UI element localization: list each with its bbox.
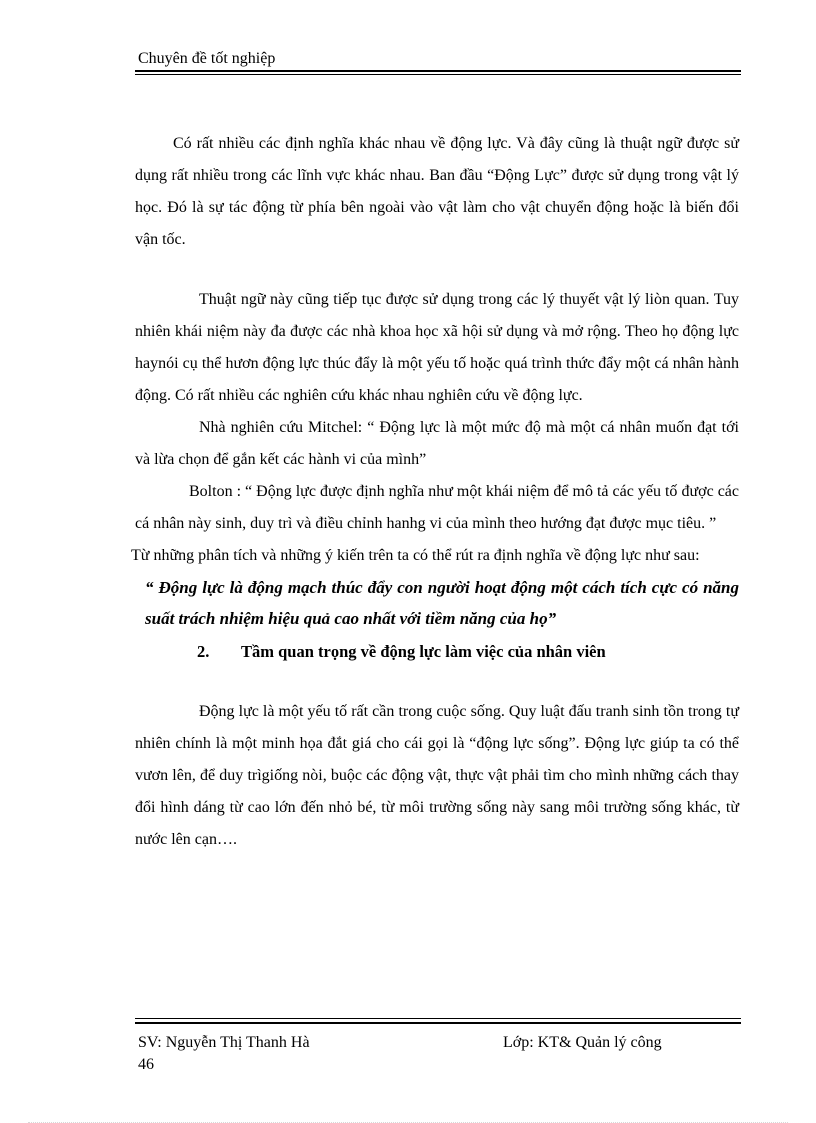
paragraph-gap [135,256,739,284]
section-title: Tầm quan trọng về động lực làm việc của nhân viên [241,642,606,661]
section-number: 2. [197,642,210,661]
header-rule-top [135,70,741,72]
paragraph-5: Từ những phân tích và những ý kiến trên ta có thể rút ra định nghĩa về động lực như sau: [131,547,700,564]
header-rule-bottom [135,74,741,75]
definition-quote: “ Động lực là động mạch thúc đẩy con người hoạt động một cách tích cực có năng suất trách nhiệm hiệu quả cao nhất với tiềm năng của họ” [145,578,739,628]
footer-rule-bottom [135,1022,741,1024]
paragraph-4: Bolton : “ Động lực được định nghĩa như một khái niệm để mô tả các yếu tố được các cá nhân này sinh, duy trì và điều chỉnh hanhg vi của mình theo hướng đạt được mục tiêu. ” [135,483,739,532]
footer-class: Lớp: KT& Quản lý công [503,1034,662,1051]
footer-student: SV: Nguyễn Thị Thanh Hà [138,1034,310,1051]
paragraph-1: Có rất nhiều các định nghĩa khác nhau về động lực. Và đây cũng là thuật ngữ được sử dụng rất nhiều trong các lĩnh vực khác nhau. Ban đầu “Động Lực” được sử dụng trong vật lý học. Đó là sự tác động từ phía bên ngoài vào vật làm cho vật chuyển động hoặc là biến đổi vận tốc. [135,135,739,248]
header-title: Chuyên đề tốt nghiệp [138,50,276,67]
section-heading [135,636,739,668]
paragraph-2: Thuật ngữ này cũng tiếp tục được sử dụng trong các lý thuyết vật lý liòn quan. Tuy nhiên khái niệm này đa được các nhà khoa học xã hội sử dụng và mở rộng. Theo họ động lực haynói cụ thể hươn động lực thúc đẩy là một yếu tố hoặc quá trình thức đẩy một cá nhân hành động. Có rất nhiều các nghiên cứu khác nhau nghiên cứu về động lực. [135,291,739,404]
page-number: 46 [138,1056,154,1073]
paragraph-6: Động lực là một yếu tố rất cần trong cuộc sống. Quy luật đấu tranh sinh tồn trong tự nhiên chính là một minh họa đắt giá cho cái gọi là “động lực sống”. Động lực giúp ta có thể vươn lên, để duy trìgiống nòi, buộc các động vật, thực vật phải tìm cho mình những cách thay đổi hình dáng từ cao lớn đến nhỏ bé, từ môi trường sống này sang môi trường sống khác, từ nước lên cạn…. [135,703,739,848]
footer-rule-top [135,1018,741,1019]
document-body [131,128,739,856]
paragraph-3: Nhà nghiên cứu Mitchel: “ Động lực là một mức độ mà một cá nhân muốn đạt tới và lừa chọn để gắn kết các hành vi của mình” [135,419,739,468]
paragraph-gap [135,668,739,696]
